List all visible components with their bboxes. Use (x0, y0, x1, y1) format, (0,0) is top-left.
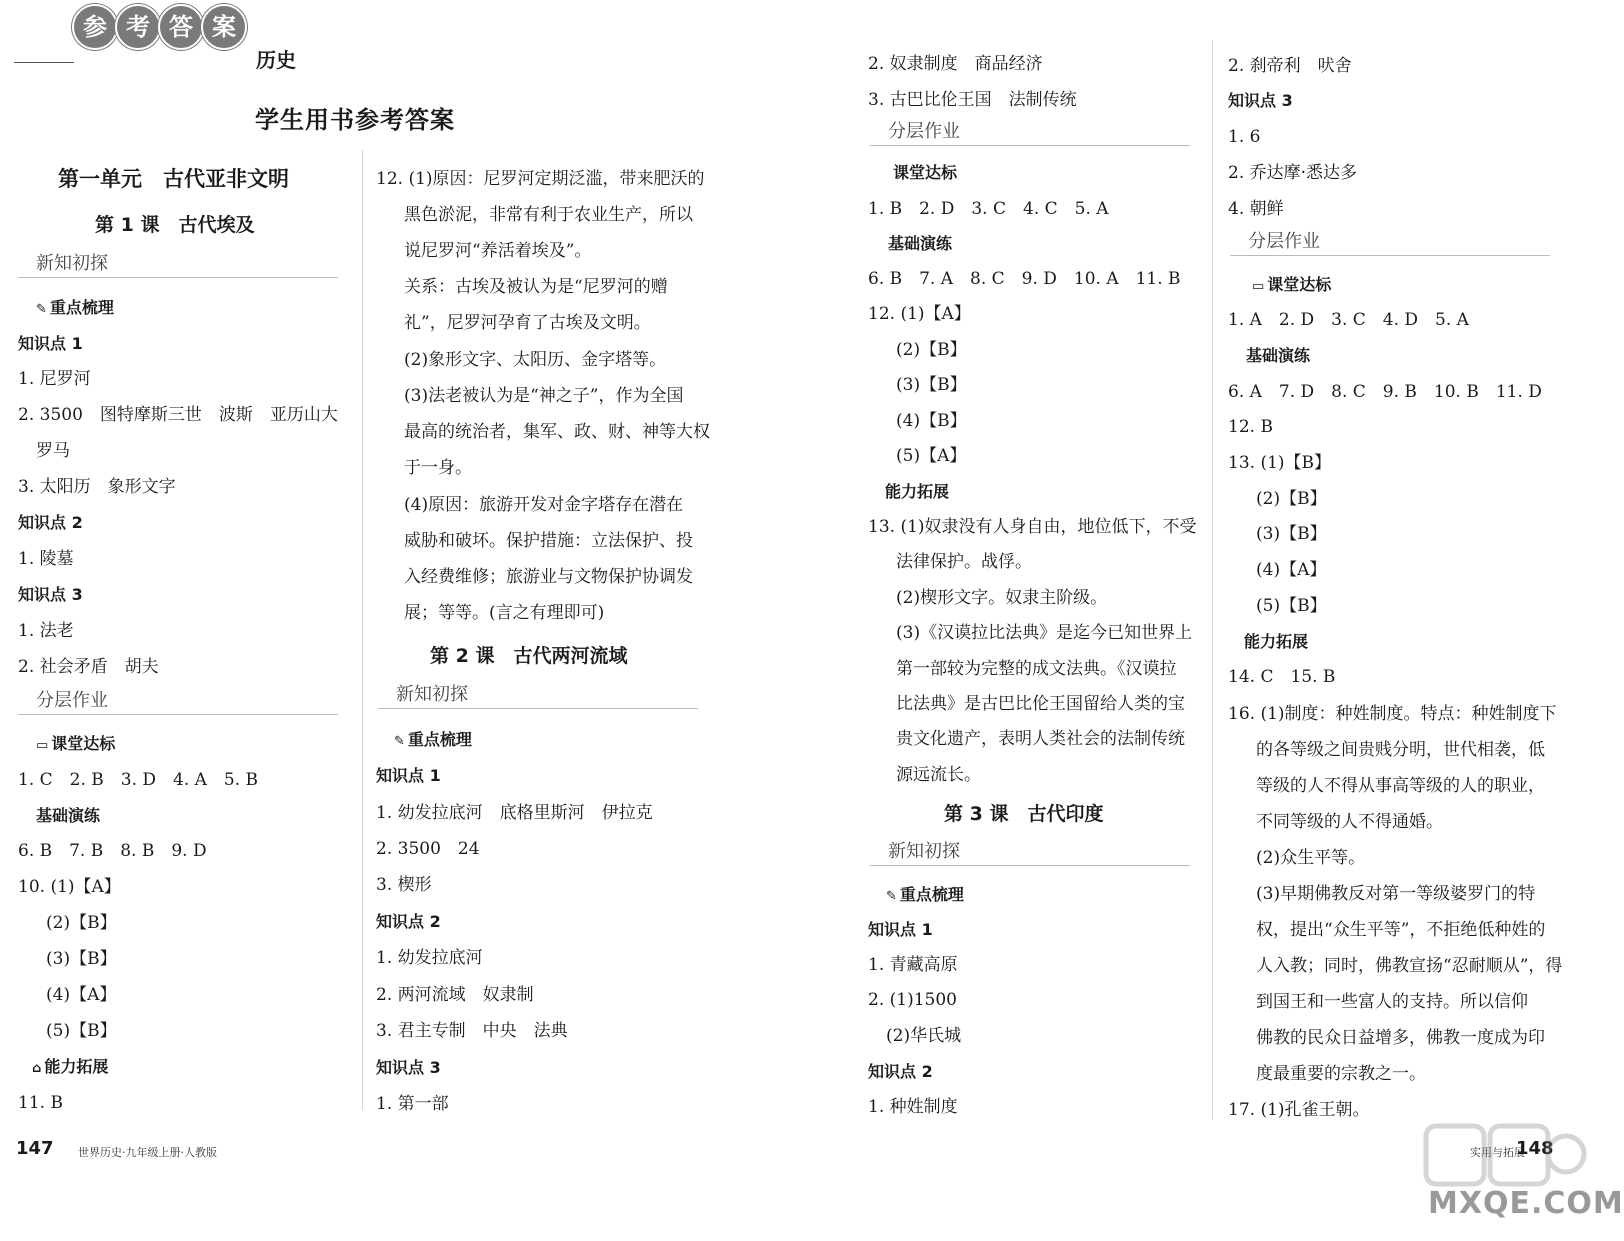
line-text: 3. 楔形 (376, 875, 432, 895)
answer-line (404, 602, 604, 624)
line-text: 能力拓展 (885, 482, 950, 501)
line-text: 基础演练 (36, 806, 101, 825)
section-heading (1248, 231, 1320, 253)
line-text: 12. (1)【A】 (868, 304, 971, 324)
line-text: 法律保护。战俘。 (896, 552, 1032, 572)
answer-line (896, 764, 981, 786)
line-text: (2)【B】 (1256, 489, 1327, 509)
answer-line (18, 476, 176, 498)
subsection-heading (868, 919, 933, 941)
answer-line (404, 276, 668, 298)
left-page-number: 147 (16, 1138, 54, 1159)
answer-line (868, 954, 958, 976)
line-text: (2)华氏城 (886, 1026, 962, 1046)
answer-line (896, 445, 966, 467)
line-text: 分层作业 (36, 690, 108, 711)
line-text: 说尼罗河“养活着埃及”。 (404, 241, 592, 261)
answer-line (46, 948, 117, 970)
line-text: 第 1 课 古代埃及 (95, 214, 255, 236)
line-text: (4)【A】 (1256, 560, 1327, 580)
line-text: 最高的统治者，集军、政、财、神等大权 (404, 422, 710, 442)
answer-line (1256, 955, 1562, 977)
answer-line (1256, 1063, 1426, 1085)
answer-line (18, 769, 258, 791)
line-text: 分层作业 (1248, 231, 1320, 252)
line-text: 1. B 2. D 3. C 4. C 5. A (868, 199, 1109, 219)
answer-line (46, 912, 117, 934)
section-heading (888, 841, 960, 863)
right-footer-text: 实用与拓展 (1470, 1146, 1525, 1159)
line-text: 16. (1)制度：种姓制度。特点：种姓制度下 (1228, 704, 1557, 724)
section-rule (870, 865, 1190, 866)
answer-line (404, 530, 693, 552)
answer-line (1256, 991, 1528, 1013)
section-rule (18, 277, 338, 278)
line-text: 重点梳理 (899, 885, 964, 904)
line-text: 知识点 1 (376, 766, 441, 785)
section-marker-icon: ✎ (886, 889, 897, 904)
answer-line (1256, 559, 1326, 581)
line-text: 第 2 课 古代两河流域 (430, 645, 628, 667)
answer-line (886, 1025, 961, 1047)
answer-line (18, 656, 159, 678)
answer-line (896, 728, 1185, 750)
line-text: 17. (1)孔雀王朝。 (1228, 1100, 1370, 1120)
line-text: 佛教的民众日益增多，佛教一度成为印 (1256, 1028, 1545, 1048)
subsection-heading (376, 1057, 441, 1079)
line-text: (3)【B】 (46, 949, 117, 969)
answer-line (1256, 775, 1545, 797)
line-text: 知识点 3 (18, 585, 83, 604)
line-text: 重点梳理 (49, 298, 114, 317)
answer-line (1228, 452, 1331, 474)
line-text: 1. 幼发拉底河 底格里斯河 伊拉克 (376, 803, 653, 823)
line-text: (4)【A】 (46, 985, 117, 1005)
line-text: 罗马 (36, 441, 70, 461)
line-text: (3)早期佛教反对第一等级婆罗门的特 (1256, 884, 1536, 904)
line-text: 10. (1)【A】 (18, 877, 121, 897)
answer-line (404, 566, 693, 588)
section-rule (870, 145, 1190, 146)
answer-line (868, 1096, 958, 1118)
line-text: 2. (1)1500 (868, 990, 957, 1010)
subsection-heading (18, 333, 83, 355)
answer-line (868, 516, 1197, 538)
column-divider-right (1212, 40, 1213, 1120)
line-text: 13. (1)【B】 (1228, 453, 1332, 473)
subsection-heading (1244, 631, 1308, 653)
subsection-heading (18, 512, 83, 534)
lesson-heading (430, 645, 627, 667)
answer-line (1228, 703, 1557, 725)
answer-line (18, 1092, 63, 1114)
line-text: 1. 种姓制度 (868, 1097, 958, 1117)
answer-line (404, 421, 710, 443)
line-text: 6. A 7. D 8. C 9. B 10. B 11. D (1228, 382, 1542, 402)
line-text: 2. 社会矛盾 胡夫 (18, 657, 159, 677)
line-text: (5)【A】 (896, 446, 967, 466)
line-text: 知识点 3 (376, 1058, 441, 1077)
answer-line (1228, 198, 1284, 220)
line-text: 的各等级之间贵贱分明，世代相袭，低 (1256, 740, 1545, 760)
answer-line (18, 620, 74, 642)
line-text: 3. 太阳历 象形文字 (18, 477, 176, 497)
answer-line (376, 838, 480, 860)
answer-line (1228, 309, 1469, 331)
line-text: 1. A 2. D 3. C 4. D 5. A (1228, 310, 1469, 330)
section-marker-icon: ⌂ (32, 1061, 42, 1076)
answer-line (18, 876, 121, 898)
answer-line (1228, 381, 1542, 403)
line-text: 1. 6 (1228, 127, 1261, 147)
line-text: 黑色淤泥，非常有利于农业生产，所以 (404, 205, 693, 225)
header-rule (14, 62, 74, 63)
line-text: 到国王和一些富人的支持。所以信仰 (1256, 992, 1528, 1012)
answer-line (404, 240, 591, 262)
answer-line (868, 989, 957, 1011)
line-text: (2)众生平等。 (1256, 848, 1366, 868)
line-text: 知识点 1 (868, 920, 933, 939)
line-text: 度最重要的宗教之一。 (1256, 1064, 1426, 1084)
line-text: 课堂达标 (51, 734, 116, 753)
answer-line (376, 874, 432, 896)
line-text: 2. 3500 24 (376, 839, 480, 859)
answer-line (1228, 666, 1335, 688)
line-text: 2. 刹帝利 吠舍 (1228, 56, 1352, 76)
line-text: 6. B 7. B 8. B 9. D (18, 841, 207, 861)
subsection-heading (1246, 345, 1310, 367)
line-text: (2)象形文字、太阳历、金字塔等。 (404, 350, 667, 370)
line-text: (3)《汉谟拉比法典》是迄今已知世界上 (896, 623, 1193, 643)
answer-line (896, 339, 967, 361)
line-text: (4)原因：旅游开发对金字塔存在潜在 (404, 495, 684, 515)
line-text: 新知初探 (36, 253, 108, 274)
line-text: 6. B 7. A 8. C 9. D 10. A 11. B (868, 269, 1181, 289)
line-text: 源远流长。 (896, 765, 981, 785)
line-text: 第一部较为完整的成文法典。《汉谟拉 (896, 659, 1177, 679)
answer-line (1228, 416, 1273, 438)
line-text: (4)【B】 (896, 411, 967, 431)
answer-line (1256, 488, 1327, 510)
answer-line (1256, 523, 1327, 545)
page-title: 学生用书参考答案 (255, 106, 455, 134)
answer-line (404, 204, 693, 226)
section-rule (378, 708, 698, 709)
section-heading (36, 253, 108, 275)
section-marker-icon: ▭ (36, 738, 49, 753)
answer-line (1256, 847, 1365, 869)
answer-line (1228, 126, 1260, 148)
line-text: 2. 3500 图特摩斯三世 波斯 亚历山大 (18, 405, 338, 425)
answer-line (376, 947, 483, 969)
line-text: 1. 第一部 (376, 1094, 449, 1114)
line-text: 课堂达标 (893, 163, 958, 182)
answer-line (36, 440, 70, 462)
section-heading (36, 690, 108, 712)
badge-char: 案 (201, 4, 247, 50)
answer-line (1256, 1027, 1545, 1049)
answer-line (896, 587, 1107, 609)
answer-line (896, 410, 967, 432)
line-text: 基础演练 (888, 234, 953, 253)
line-text: 第 3 课 古代印度 (944, 803, 1104, 825)
line-text: 展；等等。(言之有理即可) (404, 603, 605, 623)
answer-line (868, 198, 1109, 220)
line-text: (5)【B】 (1256, 596, 1327, 616)
line-text: 1. 青藏高原 (868, 955, 958, 975)
answer-line (868, 268, 1181, 290)
line-text: 等级的人不得从事高等级的人的职业， (1256, 776, 1545, 796)
section-marker-icon: ✎ (36, 302, 47, 317)
subsection-heading (1228, 90, 1293, 112)
answer-line (1256, 811, 1443, 833)
answer-line (376, 168, 705, 190)
line-text: (2)【B】 (46, 913, 117, 933)
line-text: 1. 幼发拉底河 (376, 948, 483, 968)
badge-char: 考 (115, 4, 161, 50)
section-marker-icon: ✎ (394, 734, 405, 749)
subsection-heading (376, 911, 441, 933)
answer-line (1228, 55, 1352, 77)
answer-line (896, 551, 1032, 573)
line-text: 权，提出“众生平等”，不拒绝低种姓的 (1256, 920, 1546, 940)
line-text: 人入教；同时，佛教宣扬“忍耐顺从”，得 (1256, 956, 1563, 976)
subsection-heading (1252, 274, 1331, 298)
subject-label: 历史 (256, 48, 296, 72)
line-text: 课堂达标 (1267, 275, 1332, 294)
lesson-heading (95, 214, 254, 236)
line-text: 12. (1)原因：尼罗河定期泛滥，带来肥沃的 (376, 169, 705, 189)
answer-line (46, 984, 116, 1006)
line-text: 重点梳理 (407, 730, 472, 749)
line-text: 分层作业 (888, 121, 960, 142)
answer-line (18, 368, 91, 390)
answer-line (1256, 883, 1535, 905)
subsection-heading (36, 733, 115, 757)
line-text: 基础演练 (1246, 346, 1311, 365)
answer-line (376, 1020, 568, 1042)
line-text: 知识点 2 (18, 513, 83, 532)
right-page-number: 148 (1516, 1138, 1554, 1159)
line-text: 贵文化遗产，表明人类社会的法制传统 (896, 729, 1185, 749)
answer-line (18, 840, 207, 862)
answer-line (404, 385, 683, 407)
line-text: 1. 尼罗河 (18, 369, 91, 389)
line-text: 关系：古埃及被认为是“尼罗河的赠 (404, 277, 668, 297)
subsection-heading (36, 297, 114, 321)
answer-line (896, 622, 1192, 644)
answer-line (1228, 162, 1357, 184)
subsection-heading (394, 729, 472, 753)
line-text: 知识点 2 (868, 1062, 933, 1081)
subsection-heading (36, 805, 100, 827)
line-text: 2. 乔达摩·悉达多 (1228, 163, 1358, 183)
answer-line (868, 53, 1043, 75)
answer-line (404, 312, 651, 334)
line-text: 1. C 2. B 3. D 4. A 5. B (18, 770, 259, 790)
line-text: 第一单元 古代亚非文明 (58, 167, 289, 191)
answer-line (404, 349, 666, 371)
line-text: 1. 陵墓 (18, 549, 74, 569)
answer-line (896, 693, 1185, 715)
watermark-text: MXQE.COM (1428, 1186, 1624, 1221)
subsection-heading (885, 481, 949, 503)
line-text: 3. 古巴比伦王国 法制传统 (868, 90, 1077, 110)
subsection-heading (886, 884, 964, 908)
answer-line (896, 374, 967, 396)
line-text: 礼”，尼罗河孕育了古埃及文明。 (404, 313, 651, 333)
badge-char: 答 (158, 4, 204, 50)
answer-line (376, 984, 534, 1006)
line-text: 3. 君主专制 中央 法典 (376, 1021, 568, 1041)
line-text: (5)【B】 (46, 1021, 117, 1041)
line-text: 比法典》是古巴比伦王国留给人类的宝 (896, 694, 1185, 714)
line-text: 2. 奴隶制度 商品经济 (868, 54, 1043, 74)
badge-char: 参 (72, 4, 118, 50)
answer-line (46, 1020, 117, 1042)
subsection-heading (888, 233, 952, 255)
answer-line (376, 1093, 449, 1115)
subsection-heading (376, 765, 441, 787)
line-text: (3)法老被认为是“神之子”，作为全国 (404, 386, 684, 406)
answer-line (896, 658, 1177, 680)
line-text: (2)楔形文字。奴隶主阶级。 (896, 588, 1108, 608)
line-text: (2)【B】 (896, 340, 967, 360)
answer-line (868, 89, 1077, 111)
section-rule (18, 714, 338, 715)
line-text: 12. B (1228, 417, 1273, 437)
line-text: 能力拓展 (1244, 632, 1309, 651)
answer-line (1256, 919, 1545, 941)
line-text: 于一身。 (404, 458, 472, 478)
answer-line (1228, 1099, 1370, 1121)
line-text: 1. 法老 (18, 621, 74, 641)
column-divider-left (362, 150, 363, 1110)
line-text: 入经费维修；旅游业与文物保护协调发 (404, 567, 693, 587)
left-footer-text: 世界历史·九年级上册·人教版 (78, 1146, 217, 1159)
answer-line (404, 494, 683, 516)
line-text: 新知初探 (888, 841, 960, 862)
reference-answer-badge (72, 4, 244, 50)
line-text: (3)【B】 (896, 375, 967, 395)
answer-line (376, 802, 653, 824)
line-text: 不同等级的人不得通婚。 (1256, 812, 1443, 832)
answer-line (404, 457, 472, 479)
section-marker-icon: ▭ (1252, 279, 1265, 294)
line-text: 2. 两河流域 奴隶制 (376, 985, 534, 1005)
section-rule (1230, 255, 1550, 256)
subsection-heading (18, 584, 83, 606)
line-text: 知识点 1 (18, 334, 83, 353)
line-text: 能力拓展 (44, 1057, 109, 1076)
subsection-heading (32, 1056, 108, 1080)
line-text: (3)【B】 (1256, 524, 1327, 544)
line-text: 知识点 3 (1228, 91, 1293, 110)
answer-line (1256, 595, 1327, 617)
section-heading (396, 684, 468, 706)
line-text: 知识点 2 (376, 912, 441, 931)
answer-line (1256, 739, 1545, 761)
line-text: 14. C 15. B (1228, 667, 1336, 687)
line-text: 13. (1)奴隶没有人身自由，地位低下，不受 (868, 517, 1197, 537)
subsection-heading (893, 162, 957, 184)
answer-line (18, 404, 338, 426)
line-text: 威胁和破坏。保护措施：立法保护、投 (404, 531, 693, 551)
subsection-heading (868, 1061, 933, 1083)
section-heading (888, 121, 960, 143)
answer-line (18, 548, 74, 570)
line-text: 4. 朝鲜 (1228, 199, 1284, 219)
unit-heading (58, 168, 289, 190)
line-text: 11. B (18, 1093, 63, 1113)
lesson-heading (944, 803, 1103, 825)
answer-line (868, 303, 971, 325)
line-text: 新知初探 (396, 684, 468, 705)
